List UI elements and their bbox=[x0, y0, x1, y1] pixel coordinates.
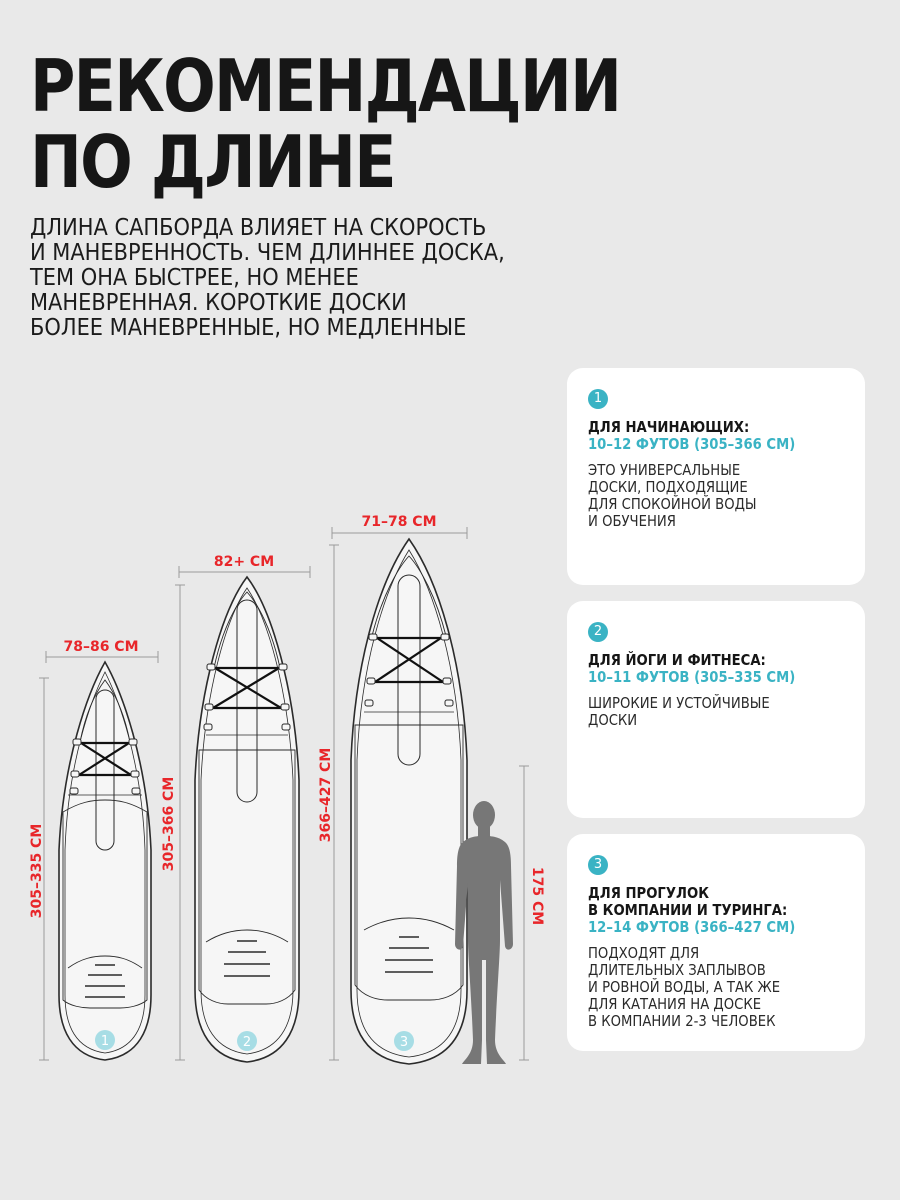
card-1-heading bbox=[588, 419, 795, 436]
board-3-length-label: 366–427 СМ bbox=[318, 747, 334, 843]
card-2-heading bbox=[588, 652, 795, 669]
card-3-description-line: И РОВНОЙ ВОДЫ, А ТАК ЖЕ bbox=[588, 978, 781, 996]
card-2-heading-line: ДЛЯ ЙОГИ И ФИТНЕСА: bbox=[588, 651, 766, 669]
board-3 bbox=[318, 514, 467, 1064]
intro-line: МАНЕВРЕННАЯ. КОРОТКИЕ ДОСКИ bbox=[30, 290, 407, 316]
card-3-number-badge: 3 bbox=[588, 855, 608, 875]
title-line: РЕКОМЕНДАЦИИ bbox=[30, 44, 621, 128]
card-1-heading-line: ДЛЯ НАЧИНАЮЩИХ: bbox=[588, 418, 750, 436]
card-2-number-badge: 2 bbox=[588, 622, 608, 642]
board-1 bbox=[29, 639, 158, 1060]
card-3-heading-line: ДЛЯ ПРОГУЛОК bbox=[588, 884, 709, 902]
intro-line: БОЛЕЕ МАНЕВРЕННЫЕ, НО МЕДЛЕННЫЕ bbox=[30, 315, 467, 341]
card-2-description bbox=[588, 695, 795, 729]
board-1-length-label: 305–335 СМ bbox=[29, 823, 45, 919]
card-2-description-line: ШИРОКИЕ И УСТОЙЧИВЫЕ bbox=[588, 694, 770, 712]
board-2-number: 2 bbox=[242, 1035, 252, 1050]
card-1-description-line: ДЛЯ СПОКОЙНОЙ ВОДЫ bbox=[588, 495, 757, 513]
card-1-content bbox=[588, 419, 795, 530]
card-2-range: 10–11 ФУТОВ (305–335 СМ) bbox=[588, 668, 796, 686]
card-1-description-line: ЭТО УНИВЕРСАЛЬНЫЕ bbox=[588, 461, 741, 479]
board-3-outline bbox=[351, 539, 467, 1064]
card-1-range: 10–12 ФУТОВ (305–366 СМ) bbox=[588, 435, 796, 453]
board-3-number: 3 bbox=[399, 1035, 409, 1050]
card-3-content bbox=[588, 885, 795, 1030]
person-height-dimension bbox=[519, 766, 529, 1060]
board-1-outline bbox=[59, 662, 151, 1060]
card-3-description-line: ДЛИТЕЛЬНЫХ ЗАПЛЫВОВ bbox=[588, 961, 766, 979]
card-1-description bbox=[588, 462, 795, 530]
recommendation-card-2 bbox=[567, 601, 865, 818]
intro-line: И МАНЕВРЕННОСТЬ. ЧЕМ ДЛИННЕЕ ДОСКА, bbox=[30, 240, 505, 266]
board-1-width-label: 78–86 СМ bbox=[63, 639, 139, 655]
intro-line: ДЛИНА САПБОРДА ВЛИЯЕТ НА СКОРОСТЬ bbox=[30, 215, 487, 241]
card-3-heading-line: В КОМПАНИИ И ТУРИНГА: bbox=[588, 901, 788, 919]
card-3-range: 12–14 ФУТОВ (366–427 СМ) bbox=[588, 918, 796, 936]
board-2-length-label: 305–366 СМ bbox=[161, 776, 177, 872]
card-1-description-line: ДОСКИ, ПОДХОДЯЩИЕ bbox=[588, 478, 748, 496]
person-figure bbox=[455, 766, 545, 1064]
board-2 bbox=[161, 554, 310, 1062]
card-3-description-line: ПОДХОДЯТ ДЛЯ bbox=[588, 944, 700, 962]
card-2-description-line: ДОСКИ bbox=[588, 711, 638, 729]
board-1-number: 1 bbox=[100, 1034, 110, 1049]
card-3-description bbox=[588, 945, 795, 1030]
card-3-description-line: ДЛЯ КАТАНИЯ НА ДОСКЕ bbox=[588, 995, 762, 1013]
card-1-description-line: И ОБУЧЕНИЯ bbox=[588, 512, 676, 530]
recommendation-card-3 bbox=[567, 834, 865, 1051]
board-2-width-label: 82+ СМ bbox=[213, 554, 275, 570]
title-line: ПО ДЛИНЕ bbox=[30, 120, 395, 204]
card-3-description-line: В КОМПАНИИ 2-3 ЧЕЛОВЕК bbox=[588, 1012, 776, 1030]
card-2-content bbox=[588, 652, 795, 729]
board-2-outline bbox=[195, 577, 299, 1062]
board-3-width-label: 71–78 СМ bbox=[361, 514, 437, 530]
intro-line: ТЕМ ОНА БЫСТРЕЕ, НО МЕНЕЕ bbox=[30, 265, 359, 291]
recommendation-card-1 bbox=[567, 368, 865, 585]
card-1-number-badge: 1 bbox=[588, 389, 608, 409]
card-3-heading bbox=[588, 885, 795, 919]
person-height-label: 175 СМ bbox=[529, 866, 545, 926]
